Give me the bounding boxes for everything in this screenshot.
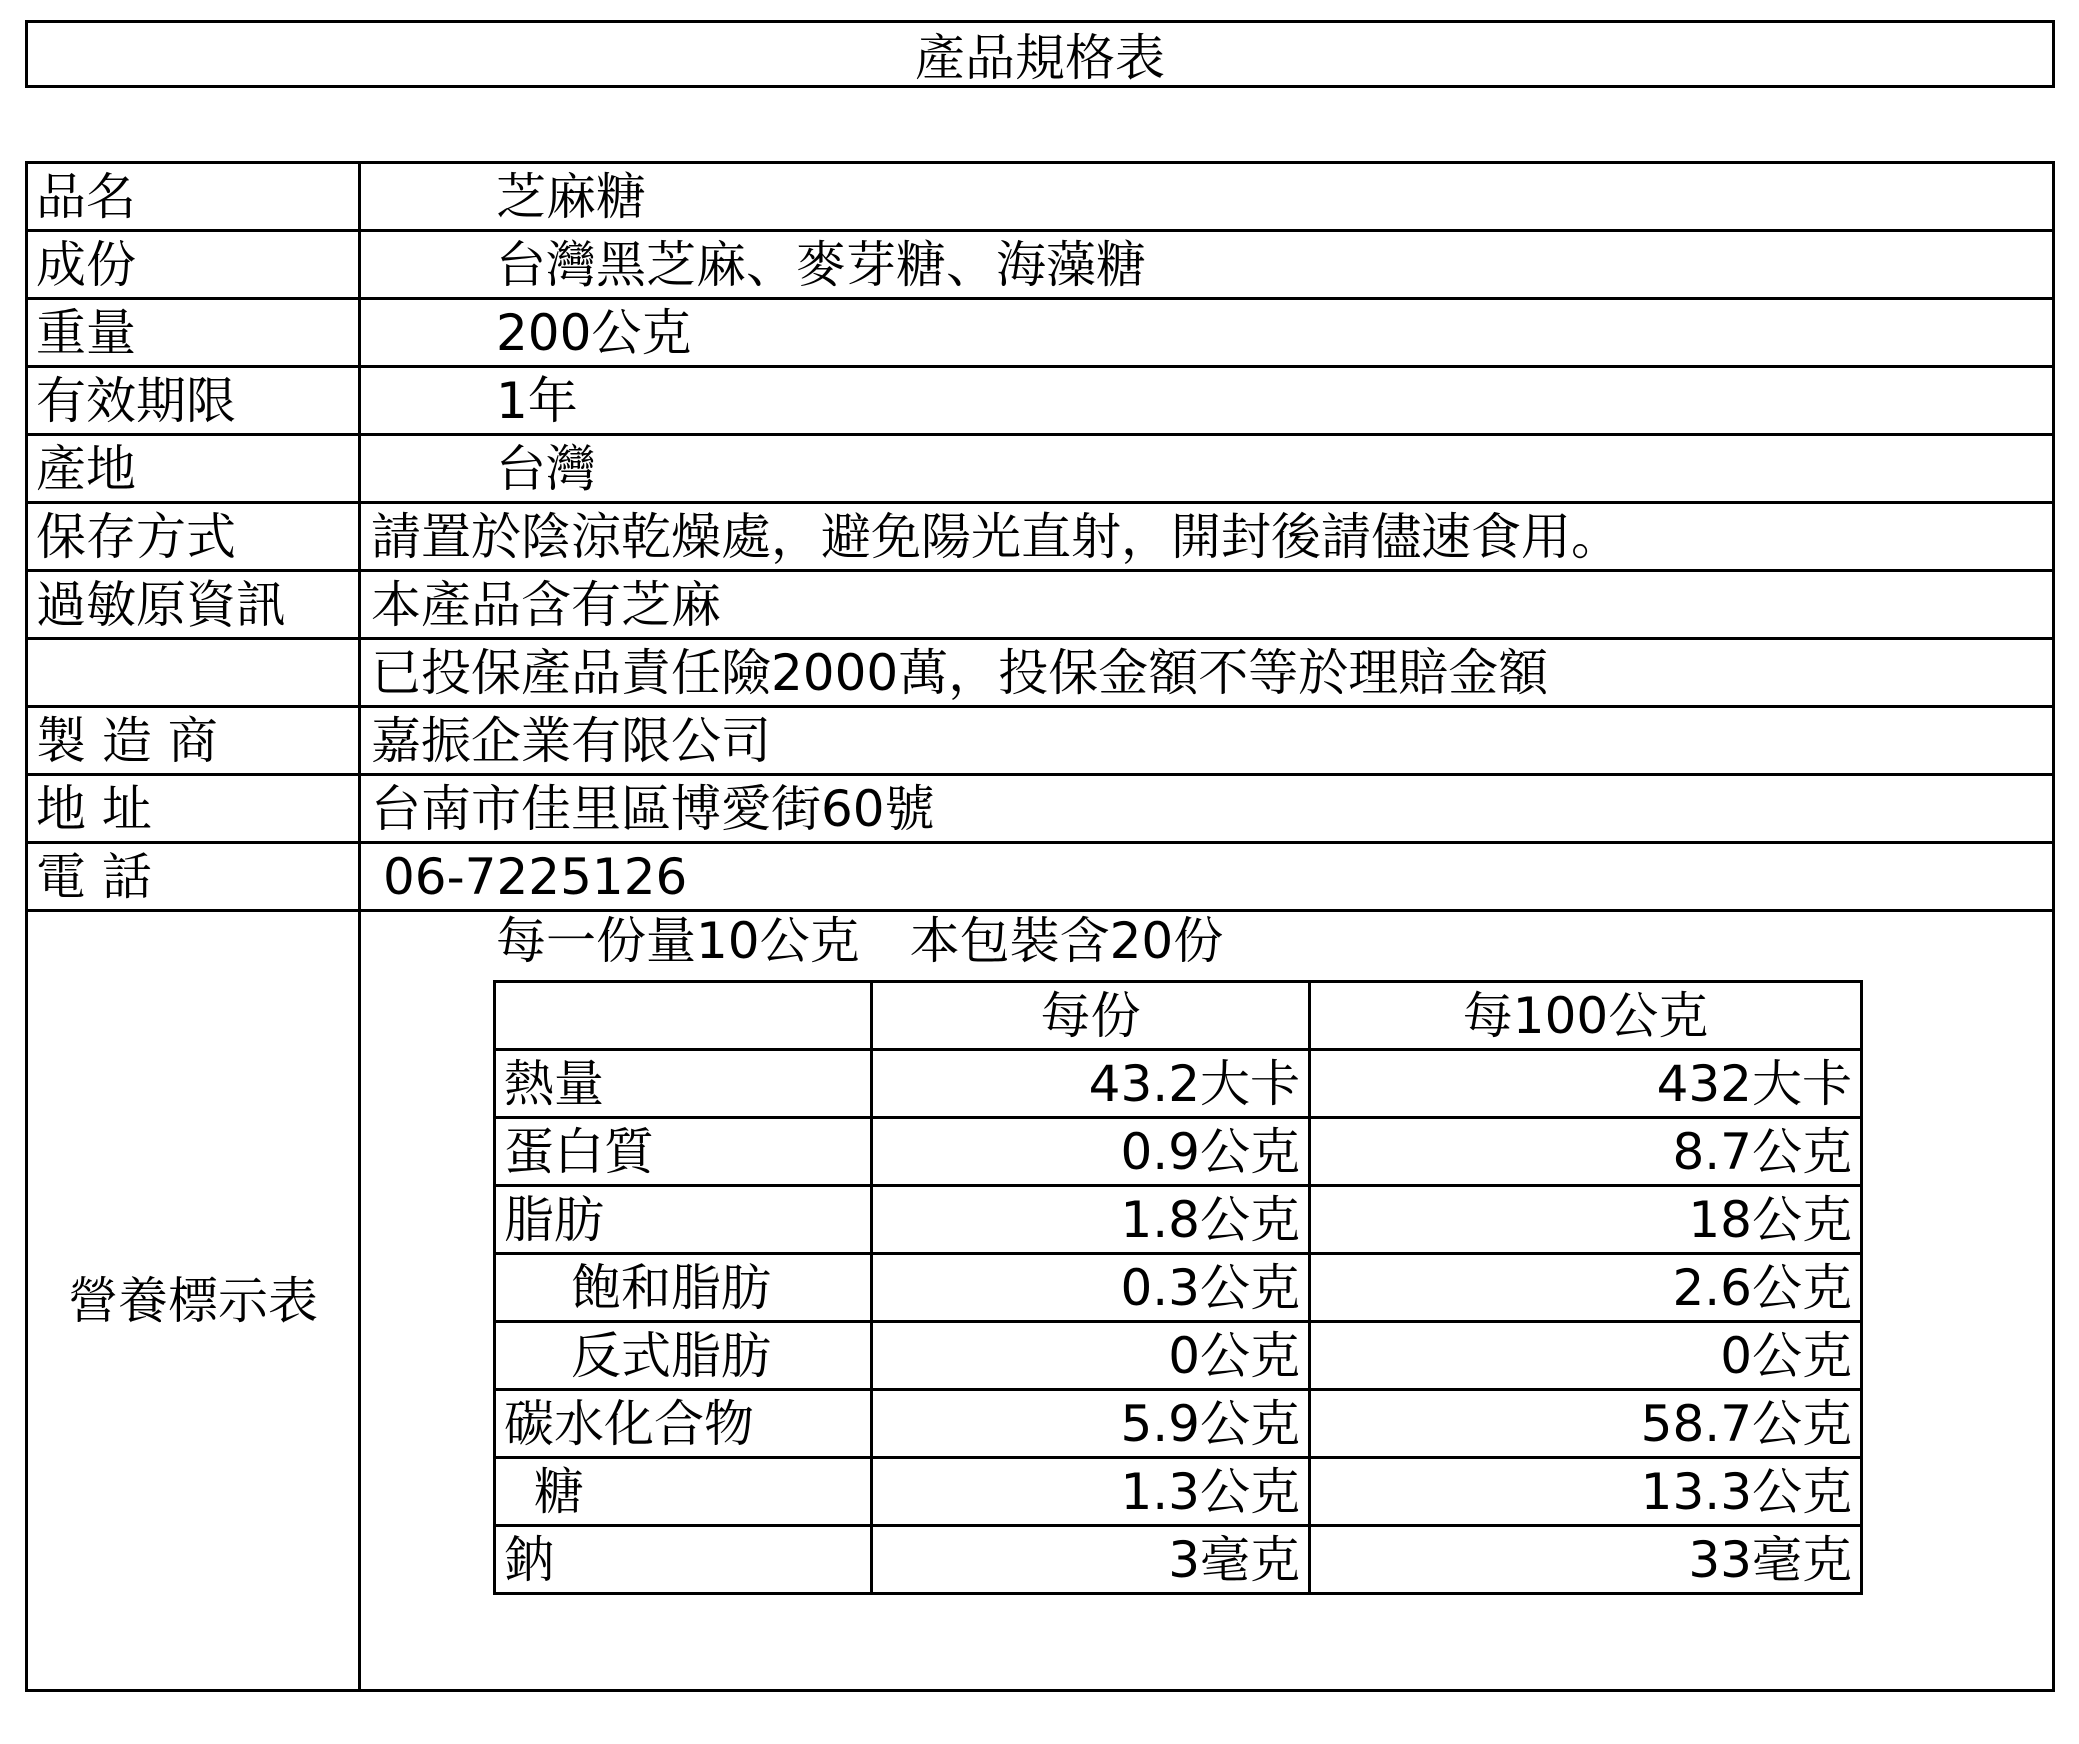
spec-label: 品名 bbox=[27, 163, 360, 231]
spec-value: 已投保產品責任險2000萬，投保金額不等於理賠金額 bbox=[360, 639, 2054, 707]
nutrition-row bbox=[495, 1186, 1862, 1254]
spec-value: 台南市佳里區博愛街60號 bbox=[360, 775, 2054, 843]
nutrition-header-per-serving: 每份 bbox=[872, 982, 1310, 1050]
nutrient-name: 飽和脂肪 bbox=[495, 1254, 872, 1322]
nutrient-name: 糖 bbox=[495, 1458, 872, 1526]
nutrition-row bbox=[495, 1458, 1862, 1526]
nutrition-row bbox=[495, 1526, 1862, 1594]
nutrient-per-serving: 1.8公克 bbox=[872, 1186, 1310, 1254]
spec-label: 成份 bbox=[27, 231, 360, 299]
nutrient-per-serving: 5.9公克 bbox=[872, 1390, 1310, 1458]
nutrient-name: 熱量 bbox=[495, 1050, 872, 1118]
nutrition-row bbox=[495, 1390, 1862, 1458]
spec-row-address bbox=[27, 775, 2054, 843]
spec-label: 保存方式 bbox=[27, 503, 360, 571]
nutrient-per-serving: 1.3公克 bbox=[872, 1458, 1310, 1526]
spec-row-phone bbox=[27, 843, 2054, 911]
spec-row-shelf-life bbox=[27, 367, 2054, 435]
nutrition-header-per-100g: 每100公克 bbox=[1310, 982, 1862, 1050]
spec-value: 本產品含有芝麻 bbox=[360, 571, 2054, 639]
spec-value: 台灣 bbox=[360, 435, 2054, 503]
spec-value: 請置於陰涼乾燥處，避免陽光直射，開封後請儘速食用。 bbox=[360, 503, 2054, 571]
nutrient-per-serving: 0.9公克 bbox=[872, 1118, 1310, 1186]
nutrient-name: 碳水化合物 bbox=[495, 1390, 872, 1458]
nutrition-table bbox=[493, 980, 1863, 1595]
nutrition-row bbox=[495, 1322, 1862, 1390]
nutrition-row bbox=[495, 1118, 1862, 1186]
serving-info: 每一份量10公克 本包裝含20份 bbox=[496, 912, 1224, 970]
nutrient-per-100g: 2.6公克 bbox=[1310, 1254, 1862, 1322]
nutrient-per-serving: 0公克 bbox=[872, 1322, 1310, 1390]
spec-label: 有效期限 bbox=[27, 367, 360, 435]
nutrition-header-row bbox=[495, 982, 1862, 1050]
spec-row-nutrition bbox=[27, 911, 2054, 1691]
nutrition-label: 營養標示表 bbox=[27, 911, 360, 1691]
nutrition-header-blank bbox=[495, 982, 872, 1050]
nutrition-cell bbox=[360, 911, 2054, 1691]
nutrient-per-100g: 18公克 bbox=[1310, 1186, 1862, 1254]
spec-value: 1年 bbox=[360, 367, 2054, 435]
spec-row-insurance bbox=[27, 639, 2054, 707]
spec-row-origin bbox=[27, 435, 2054, 503]
nutrient-per-serving: 0.3公克 bbox=[872, 1254, 1310, 1322]
nutrition-row bbox=[495, 1050, 1862, 1118]
nutrient-name: 鈉 bbox=[495, 1526, 872, 1594]
nutrient-name: 蛋白質 bbox=[495, 1118, 872, 1186]
nutrient-name: 反式脂肪 bbox=[495, 1322, 872, 1390]
nutrient-per-serving: 3毫克 bbox=[872, 1526, 1310, 1594]
spec-label: 重量 bbox=[27, 299, 360, 367]
nutrient-per-100g: 58.7公克 bbox=[1310, 1390, 1862, 1458]
nutrient-per-100g: 0公克 bbox=[1310, 1322, 1862, 1390]
nutrient-per-100g: 432大卡 bbox=[1310, 1050, 1862, 1118]
spec-value: 芝麻糖 bbox=[360, 163, 2054, 231]
nutrient-per-100g: 8.7公克 bbox=[1310, 1118, 1862, 1186]
spec-row-manufacturer bbox=[27, 707, 2054, 775]
spec-label bbox=[27, 639, 360, 707]
spec-row-storage bbox=[27, 503, 2054, 571]
spec-table bbox=[25, 161, 2055, 1692]
document-title: 產品規格表 bbox=[25, 20, 2055, 88]
spec-value: 嘉振企業有限公司 bbox=[360, 707, 2054, 775]
nutrition-row bbox=[495, 1254, 1862, 1322]
spec-label: 電 話 bbox=[27, 843, 360, 911]
spec-row-ingredients bbox=[27, 231, 2054, 299]
spec-row-weight bbox=[27, 299, 2054, 367]
spec-label: 地 址 bbox=[27, 775, 360, 843]
spec-label: 產地 bbox=[27, 435, 360, 503]
nutrient-per-serving: 43.2大卡 bbox=[872, 1050, 1310, 1118]
nutrient-name: 脂肪 bbox=[495, 1186, 872, 1254]
spec-label: 過敏原資訊 bbox=[27, 571, 360, 639]
spec-label: 製 造 商 bbox=[27, 707, 360, 775]
nutrient-per-100g: 33毫克 bbox=[1310, 1526, 1862, 1594]
spec-value: 06-7225126 bbox=[360, 843, 2054, 911]
spec-row-allergen bbox=[27, 571, 2054, 639]
spec-row-product-name bbox=[27, 163, 2054, 231]
spec-value: 200公克 bbox=[360, 299, 2054, 367]
nutrient-per-100g: 13.3公克 bbox=[1310, 1458, 1862, 1526]
spec-value: 台灣黑芝麻、麥芽糖、海藻糖 bbox=[360, 231, 2054, 299]
